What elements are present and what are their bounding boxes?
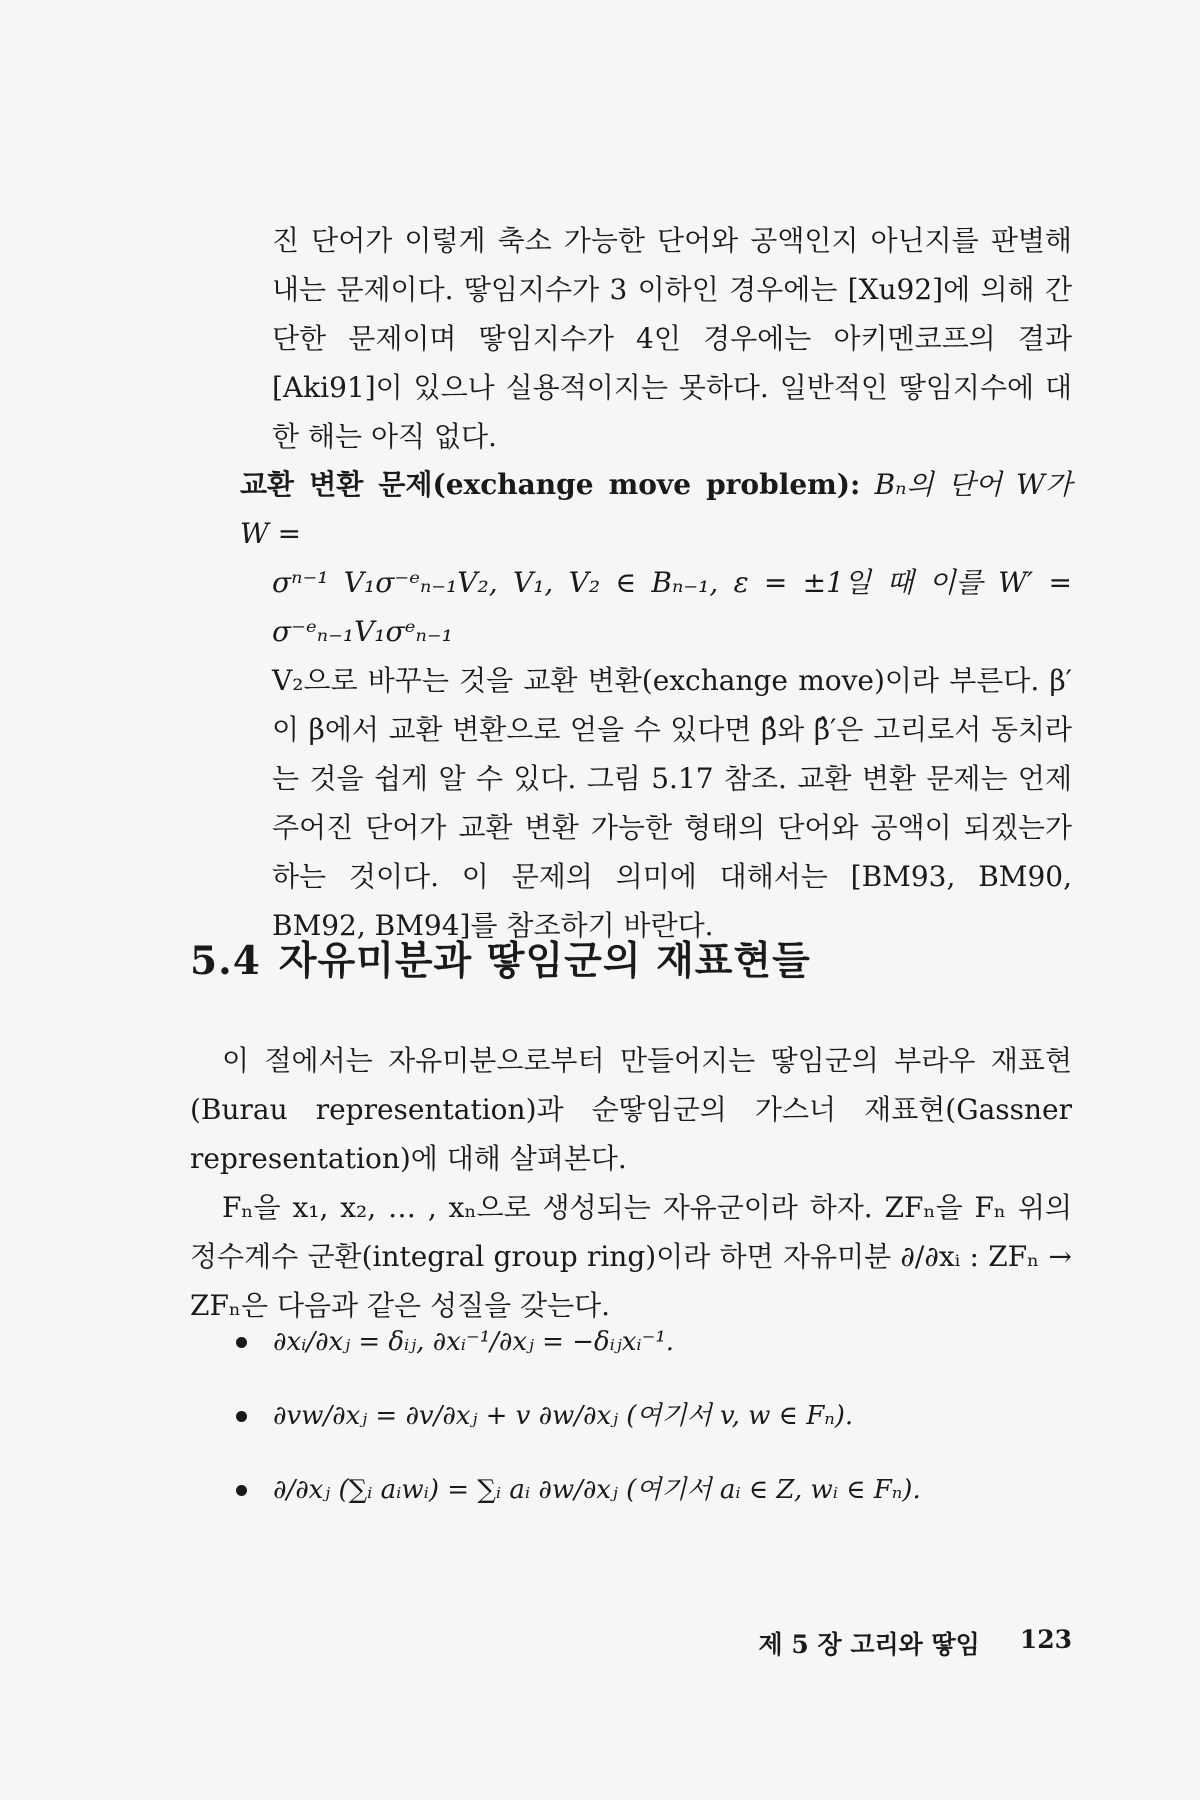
property-item <box>236 1379 1072 1453</box>
section-number: 5.4 <box>190 938 261 984</box>
paragraph-text: 진 단어가 이렇게 축소 가능한 단어와 공액인지 아닌지를 판별해 내는 문제이다. 땋임지수가 3 이하인 경우에는 [Xu92]에 의해 간단한 문제이며 땋임지수가 4인 경우에는 아키멘코프의 결과 [Aki91]이 있으나 실용적이지는 못하다. 일반적인 땋임지수에 대한 해는 아직 없다. <box>272 224 1072 453</box>
page-number: 123 <box>1019 1625 1072 1654</box>
bullet-dot-icon <box>236 1411 247 1422</box>
section-intro <box>190 1036 1072 1330</box>
property-formula: ∂xᵢ/∂xⱼ = δᵢⱼ, ∂xᵢ⁻¹/∂xⱼ = −δᵢⱼxᵢ⁻¹. <box>273 1327 675 1357</box>
section-heading <box>190 930 811 986</box>
property-formula: ∂vw/∂xⱼ = ∂v/∂xⱼ + v ∂w/∂xⱼ (여기서 v, w ∈ Fₙ). <box>273 1401 854 1431</box>
property-formula: ∂/∂xⱼ (∑ᵢ aᵢwᵢ) = ∑ᵢ aᵢ ∂w/∂xⱼ (여기서 aᵢ ∈ Z, wᵢ ∈ Fₙ). <box>273 1475 921 1505</box>
exchange-move-line2: σⁿ⁻¹ V₁σ⁻ᵉₙ₋₁V₂, V₁, V₂ ∈ Bₙ₋₁, ε = ±1일 때 이를 W′ = σ⁻ᵉₙ₋₁V₁σᵉₙ₋₁ <box>272 566 1072 648</box>
property-item <box>236 1453 1072 1527</box>
bullet-dot-icon <box>236 1485 247 1496</box>
chapter-label: 제 5 장 고리와 땋임 <box>758 1630 980 1659</box>
property-list <box>236 1305 1072 1527</box>
intro-paragraph: 이 절에서는 자유미분으로부터 만들어지는 땋임군의 부라우 재표현(Burau representation)과 순땋임군의 가스너 재표현(Gassner representation)에 대해 살펴본다. <box>190 1044 1072 1175</box>
page-footer <box>720 1625 1072 1661</box>
exchange-move-term: 교환 변환 문제(exchange move problem): <box>240 468 861 501</box>
exchange-move-body: V₂으로 바꾸는 것을 교환 변환(exchange move)이라 부른다. β′이 β에서 교환 변환으로 얻을 수 있다면 β̂와 β̂′은 고리로서 동치라는 것을 쉽게 알 수 있다. 그림 5.17 참조. 교환 변환 문제는 언제 주어진 단어가 교환 변환 가능한 형태의 단어와 공액이 되겠는가 하는 것이다. 이 문제의 의미에 대해서는 [BM93, BM90, BM92, BM94]를 참조하기 바란다. <box>272 664 1072 942</box>
exchange-move-paragraph <box>240 460 1072 950</box>
bullet-dot-icon <box>236 1337 247 1348</box>
section-title: 자유미분과 땋임군의 재표현들 <box>278 938 811 984</box>
free-group-paragraph: Fₙ을 x₁, x₂, … , xₙ으로 생성되는 자유군이라 하자. ZFₙ을 Fₙ 위의 정수계수 군환(integral group ring)이라 하면 자유미분 ∂/∂xᵢ : ZFₙ → ZFₙ은 다음과 같은 성질을 갖는다. <box>190 1191 1072 1322</box>
exchange-move-line1: Bₙ의 단어 W가 W = <box>240 468 1072 550</box>
paragraph-continuation <box>272 216 1072 461</box>
property-item <box>236 1305 1072 1379</box>
